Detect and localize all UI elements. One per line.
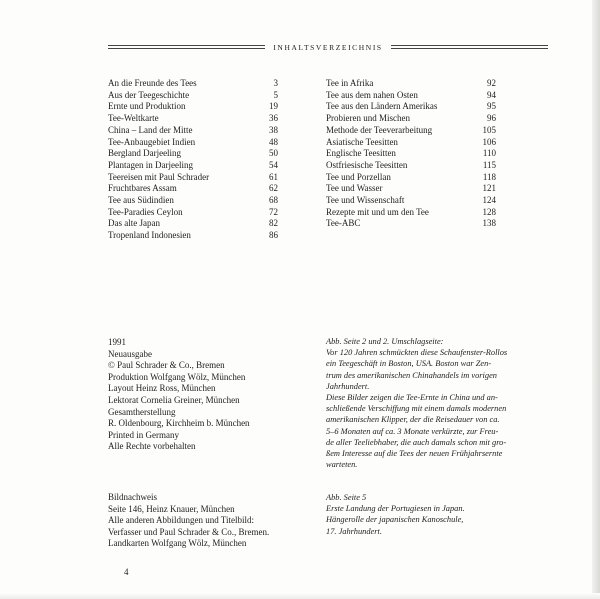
caption-line: amerikanischen Klipper, der die Reisedauer von ca. (326, 415, 500, 425)
caption-line: Hängerolle der japanischen Kanoschule, (326, 515, 464, 525)
header-rule-left (108, 45, 265, 49)
toc-entry-page: 61 (269, 171, 278, 182)
toc-entry (108, 90, 278, 102)
caption-line: de aller Teeliebhaber, die auch damals schon mit gro- (326, 437, 507, 447)
caption-line: schließende Verschiffung mit einem damals modernen (326, 404, 507, 414)
toc-entry-page: 3 (273, 78, 278, 88)
toc-entry-title: Tropenland Indonesien (108, 230, 191, 241)
toc-entry (108, 195, 278, 207)
toc-entry-page: 48 (269, 136, 278, 147)
toc-column-right (326, 78, 496, 230)
scan-edge-shadow (592, 0, 600, 599)
toc-entry (326, 218, 496, 230)
toc-entry-page: 115 (482, 159, 496, 170)
toc-entry (326, 78, 496, 90)
toc-entry-title: Methode der Teeverarbeitung (326, 124, 433, 135)
toc-entry (326, 160, 496, 172)
credits-line: Landkarten Wolfgang Wölz, München (108, 538, 247, 549)
toc-entry (326, 113, 496, 125)
imprint-line: © Paul Schrader & Co., Bremen (108, 360, 225, 371)
toc-column-left (108, 78, 278, 242)
imprint-line: Produktion Wolfgang Wölz, München (108, 371, 246, 382)
toc-entry (108, 125, 278, 137)
toc-entry (326, 195, 496, 207)
toc-entry-title: Rezepte mit und um den Tee (326, 206, 429, 217)
toc-entry-page: 95 (487, 101, 496, 112)
toc-entry (326, 137, 496, 149)
toc-entry-title: Fruchtbares Assam (108, 183, 177, 194)
imprint-line: R. Oldenbourg, Kirchheim b. München (108, 418, 250, 429)
imprint-line: 1991 (108, 337, 126, 347)
toc-entry-title: Teereisen mit Paul Schrader (108, 171, 210, 182)
toc-entry-title: China – Land der Mitte (108, 124, 193, 135)
toc-entry-title: Tee aus Südindien (108, 195, 174, 206)
toc-entry-page: 94 (487, 89, 496, 100)
toc-entry (326, 125, 496, 137)
toc-entry (108, 207, 278, 219)
scan-bottom-shadow (0, 593, 600, 599)
toc-entry-page: 96 (487, 113, 496, 124)
toc-entry (108, 160, 278, 172)
imprint-line: Lektorat Cornelia Greiner, München (108, 394, 240, 405)
toc-entry-page: 50 (269, 148, 278, 159)
toc-entry-title: Tee aus dem nahen Osten (326, 89, 418, 100)
toc-entry (326, 90, 496, 102)
toc-entry-title: Tee-ABC (326, 218, 361, 229)
caption-line: Erste Landung der Portugiesen in Japan. (326, 504, 465, 514)
caption-page-5 (326, 492, 465, 537)
toc-entry (326, 148, 496, 160)
toc-entry (326, 101, 496, 113)
toc-entry-page: 5 (273, 89, 278, 100)
imprint-line: Alle Rechte vorbehalten (108, 441, 196, 452)
imprint-block (108, 337, 250, 453)
toc-entry (108, 183, 278, 195)
toc-entry-title: Asiatische Teesitten (326, 136, 398, 147)
toc-entry-title: Englische Teesitten (326, 148, 396, 159)
toc-entry-title: Ernte und Produktion (108, 101, 186, 112)
toc-entry-page: 138 (482, 218, 496, 229)
toc-entry (108, 113, 278, 125)
toc-entry-title: Tee und Wissenschaft (326, 195, 405, 206)
toc-entry-title: Tee in Afrika (326, 78, 374, 88)
toc-entry (108, 148, 278, 160)
toc-entry-page: 68 (269, 195, 278, 206)
page-title: INHALTSVERZEICHNIS (273, 42, 383, 52)
toc-entry (326, 183, 496, 195)
toc-entry-title: Tee-Weltkarte (108, 113, 159, 124)
toc-entry-page: 105 (482, 124, 496, 135)
toc-entry-title: Tee und Wasser (326, 183, 383, 194)
caption-line: ein Teegeschäft in Boston, USA. Boston war Zen- (326, 359, 492, 369)
toc-entry-page: 106 (482, 136, 496, 147)
toc-entry-title: Plantagen in Darjeeling (108, 159, 193, 170)
caption-line: 17. Jahrhundert. (326, 526, 382, 536)
caption-line: trum des amerikanischen Chinahandels im vorigen (326, 370, 497, 380)
page-header (108, 40, 548, 54)
caption-line: warteten. (326, 460, 358, 470)
toc-entry-page: 82 (269, 218, 278, 229)
toc-entry-page: 124 (482, 195, 496, 206)
caption-cover-images (326, 336, 507, 470)
toc-entry-page: 110 (482, 148, 496, 159)
credits-line: Alle anderen Abbildungen und Titelbild: (108, 515, 254, 526)
page-number: 4 (124, 567, 129, 577)
toc-entry (326, 207, 496, 219)
toc-entry (326, 172, 496, 184)
imprint-line: Gesamtherstellung (108, 406, 176, 417)
toc-entry-title: Das alte Japan (108, 218, 160, 229)
toc-entry-title: An die Freunde des Tees (108, 78, 197, 88)
toc-entry-title: Probieren und Mischen (326, 113, 410, 124)
toc-entry (108, 78, 278, 90)
toc-entry (108, 137, 278, 149)
caption-line: 5–6 Monaten auf ca. 3 Monate verkürzte, zur Freu- (326, 426, 499, 436)
caption-line: Abb. Seite 5 (326, 493, 367, 502)
toc-entry-page: 36 (269, 113, 278, 124)
caption-line: ßem Interesse auf die Tees der neuen Frühjahrsernte (326, 449, 503, 459)
toc-entry-title: Tee-Anbaugebiet Indien (108, 136, 196, 147)
header-rule-right (391, 45, 548, 49)
toc-entry-page: 86 (269, 230, 278, 241)
toc-entry (108, 218, 278, 230)
imprint-line: Neuausgabe (108, 348, 152, 359)
credits-line: Bildnachweis (108, 492, 157, 502)
toc-entry-title: Tee und Porzellan (326, 171, 391, 182)
toc-entry-page: 128 (482, 206, 496, 217)
toc-entry (108, 172, 278, 184)
toc-entry-title: Tee-Paradies Ceylon (108, 206, 183, 217)
imprint-line: Layout Heinz Ross, München (108, 383, 216, 394)
toc-entry (108, 101, 278, 113)
toc-entry-title: Tee aus den Ländern Amerikas (326, 101, 438, 112)
caption-line: Abb. Seite 2 und 2. Umschlagseite: (326, 337, 444, 346)
toc-entry-page: 54 (269, 159, 278, 170)
credits-line: Verfasser und Paul Schrader & Co., Bremen. (108, 526, 270, 537)
caption-line: Vor 120 Jahren schmückten diese Schaufenster-Rollos (326, 348, 508, 358)
imprint-line: Printed in Germany (108, 429, 179, 440)
credits-line: Seite 146, Heinz Knauer, München (108, 503, 235, 514)
toc-entry-title: Ostfriesische Teesitten (326, 159, 408, 170)
toc-entry-page: 118 (482, 171, 496, 182)
toc-entry-page: 19 (269, 101, 278, 112)
toc-entry-title: Bergland Darjeeling (108, 148, 182, 159)
image-credits-block (108, 492, 269, 550)
toc-entry (108, 230, 278, 242)
caption-line: Diese Bilder zeigen die Tee-Ernte in China und an- (326, 393, 498, 403)
toc-entry-page: 72 (269, 206, 278, 217)
toc-entry-page: 121 (482, 183, 496, 194)
caption-line: Jahrhundert. (326, 381, 370, 391)
toc-entry-page: 92 (487, 78, 496, 88)
toc-entry-page: 38 (269, 124, 278, 135)
toc-entry-page: 62 (269, 183, 278, 194)
toc-entry-title: Aus der Teegeschichte (108, 89, 190, 100)
